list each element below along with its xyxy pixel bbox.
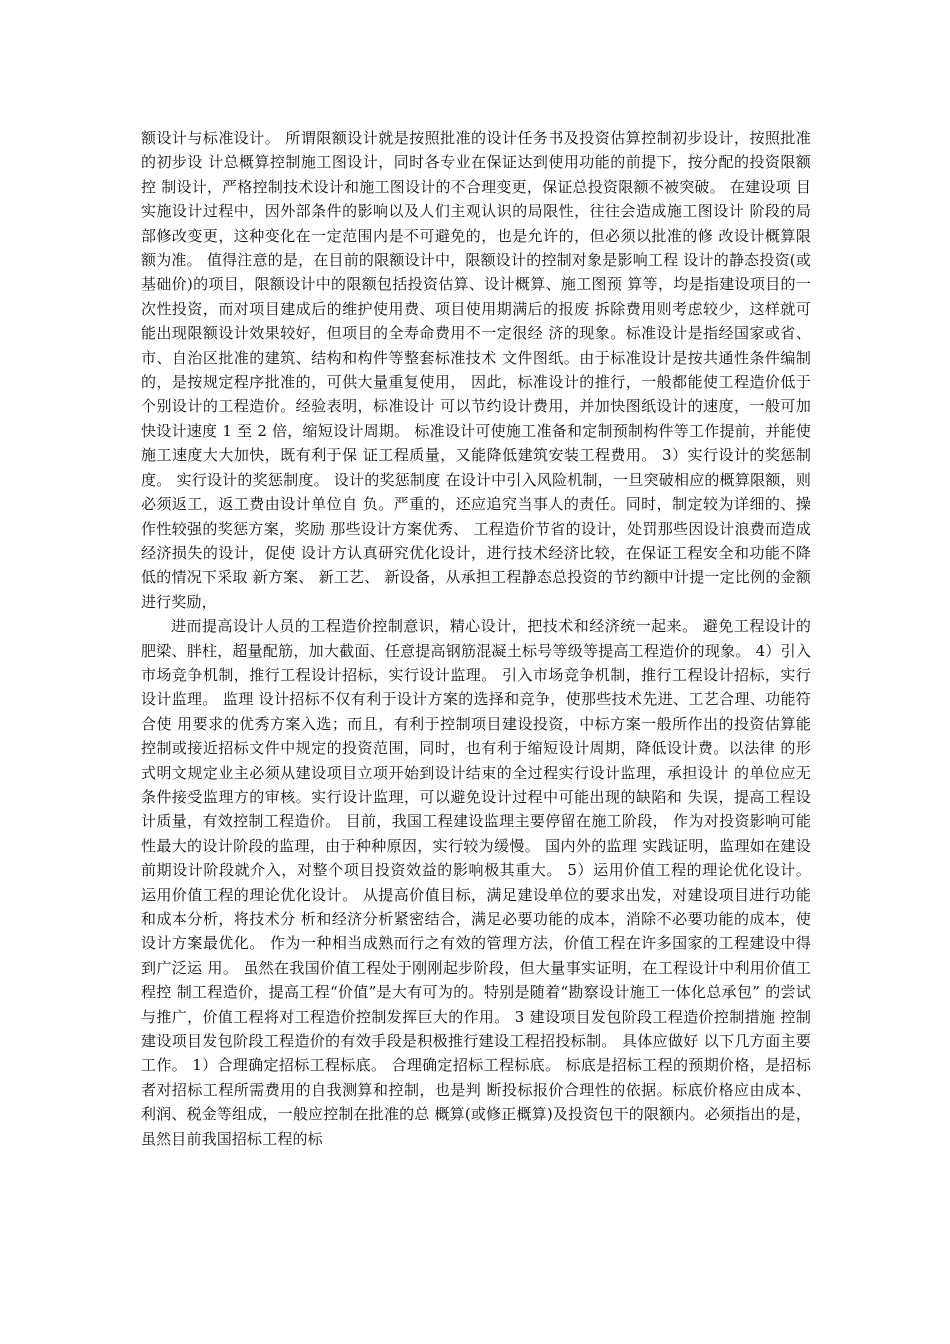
body-paragraph-1: 额设计与标准设计。 所谓限额设计就是按照批准的设计任务书及投资估算控制初步设计，按照批准的初步设 计总概算控制施工图设计，同时各专业在保证达到使用功能的前提下，按分配的投资限额控 制设计，严格控制技术设计和施工图设计的不合理变更，保证总投资限额不被突破。 在建设项 目实施设计过程中，因外部条件的影响以及人们主观认识的局限性，往往会造成施工图设计 阶段的局部修改变更，这种变化在一定范围内是不可避免的，也是允许的，但必须以批准的修 改设计概算限额为准。 值得注意的是，在目前的限额设计中，限额设计的控制对象是影响工程 设计的静态投资(或基础价)的项目，限额设计中的限额包括投资估算、设计概算、施工图预 算等，均是指建设项目的一次性投资，而对项目建成后的维护使用费、项目使用期满后的报废 拆除费用则考虑较少，这样就可能出现限额设计效果较好，但项目的全寿命费用不一定很经 济的现象。标准设计是指经国家或省、市、自治区批准的建筑、结构和构件等整套标准技术 文件图纸。由于标准设计是按共通性条件编制的，是按规定程序批准的，可供大量重复使用， 因此，标准设计的推行，一般都能使工程造价低于个别设计的工程造价。经验表明，标准设计 可以节约设计费用，并加快图纸设计的速度，一般可加快设计速度 1 至 2 倍，缩短设计周期。 标准设计可使施工准备和定制预制构件等工作提前，并能使施工速度大大加快，既有利于保 证工程质量，又能降低建筑安装工程费用。 3）实行设计的奖惩制度。 实行设计的奖惩制度。 设计的奖惩制度 在设计中引入风险机制，一旦突破相应的概算限额，则必须返工，返工费由设计单位自 负。严重的，还应追究当事人的责任。同时，制定较为详细的、操作性较强的奖惩方案，奖励 那些设计方案优秀、 工程造价节省的设计，处罚那些因设计浪费而造成经济损失的设计，促使 设计方认真研究优化设计，进行技术经济比较，在保证工程安全和功能不降低的情况下采取 新方案、 新工艺、 新设备，从承担工程静态总投资的节约额中计提一定比例的金额进行奖励， <box>141 129 811 611</box>
body-paragraph-2: 进而提高设计人员的工程造价控制意识，精心设计，把技术和经济统一起来。 避免工程设计的 肥梁、胖柱，超量配筋，加大截面、任意提高钢筋混凝土标号等级等提高工程造价的现象。 4）引入市场竞争机制，推行工程设计招标，实行设计监理。 引入市场竞争机制，推行工程设计招标，实行设计监理。 监理 设计招标不仅有利于设计方案的选择和竞争，使那些技术先进、工艺合理、功能符合使 用要求的优秀方案入选；而且，有利于控制项目建设投资，中标方案一般所作出的投资估算能 控制或接近招标文件中规定的投资范围，同时，也有利于缩短设计周期，降低设计费。以法律 的形式明文规定业主必须从建设项目立项开始到设计结束的全过程实行设计监理，承担设计 的单位应无条件接受监理方的审核。实行设计监理，可以避免设计过程中可能出现的缺陷和 失误，提高工程设计质量，有效控制工程造价。 目前，我国工程建设监理主要停留在施工阶段， 作为对投资影响可能性最大的设计阶段的监理，由于种种原因，实行较为缓慢。 国内外的监理 实践证明，监理如在建设前期设计阶段就介入，对整个项目投资效益的影响极其重大。 5）运用价值工程的理论优化设计。 运用价值工程的理论优化设计。 从提高价值目标，满足建设单位的要求出发，对建设项目进行功能和成本分析，将技术分 析和经济分析紧密结合，满足必要功能的成本，消除不必要功能的成本，使设计方案最优化。 作为一种相当成熟而行之有效的管理方法，价值工程在许多国家的工程建设中得到广泛运 用。 虽然在我国价值工程处于刚刚起步阶段，但大量事实证明，在工程设计中利用价值工程控 制工程造价，提高工程“价值”是大有可为的。特别是随着“勘察设计施工一体化总承包” 的尝试与推广，价值工程将对工程造价控制发挥巨大的作用。 3 建设项目发包阶段工程造价控制措施 控制建设项目发包阶段工程造价的有效手段是积极推行建设工程招投标制。 具体应做好 以下几方面主要工作。 1）合理确定招标工程标底。 合理确定招标工程标底。 标底是招标工程的预期价格，是招标者对招标工程所需费用的自我测算和控制，也是判 断投标报价合理性的依据。标底价格应由成本、利润、税金等组成，一般应控制在批准的总 概算(或修正概算)及投资包干的限额内。必须指出的是，虽然目前我国招标工程的标 <box>141 617 811 1148</box>
document-page <box>141 126 811 1151</box>
